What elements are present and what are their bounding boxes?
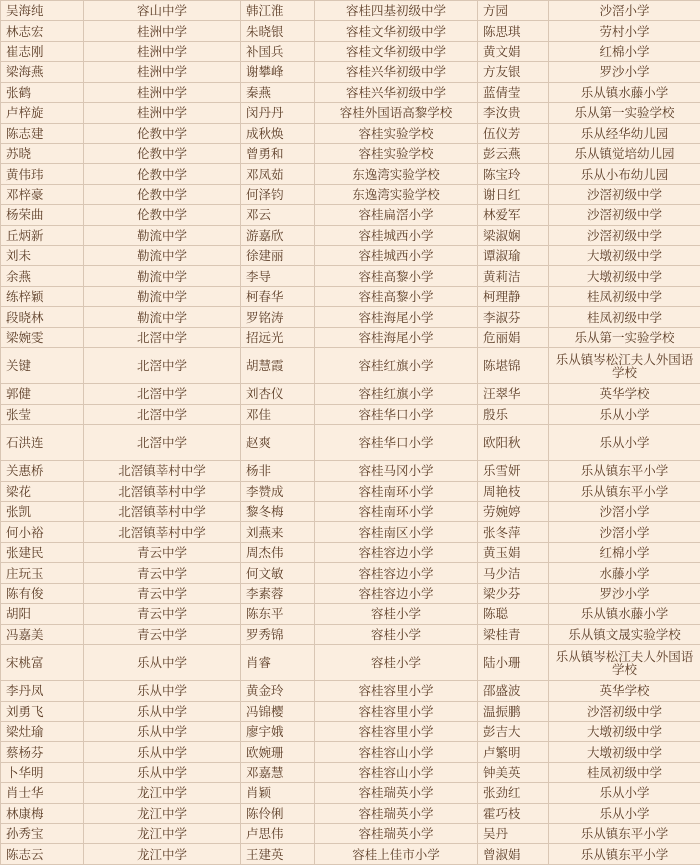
- school-name-cell: 大墩初级中学: [549, 246, 700, 266]
- school-name-cell: 容桂南环小学: [315, 502, 478, 522]
- teacher-name-cell: 陈堪锦: [478, 348, 549, 384]
- school-name-cell: 容桂城西小学: [315, 225, 478, 245]
- school-name-cell: 容桂小学: [315, 624, 478, 644]
- school-name-cell: 英华学校: [549, 384, 700, 404]
- teacher-name-cell: 邓嘉慧: [241, 762, 315, 782]
- teacher-name-cell: 林志宏: [1, 21, 84, 41]
- teacher-name-cell: 罗铭涛: [241, 307, 315, 327]
- table-row: [1, 384, 700, 404]
- teacher-name-cell: 邵盛波: [478, 681, 549, 701]
- school-name-cell: 青云中学: [84, 604, 241, 624]
- teacher-name-cell: 梁海燕: [1, 62, 84, 82]
- school-name-cell: 容桂红旗小学: [315, 348, 478, 384]
- school-name-cell: 容桂实验学校: [315, 143, 478, 163]
- teacher-name-cell: 何小裕: [1, 522, 84, 542]
- school-name-cell: 乐从镇水藤小学: [549, 82, 700, 102]
- school-name-cell: 乐从小布幼儿园: [549, 164, 700, 184]
- teacher-name-cell: 梁婉雯: [1, 327, 84, 347]
- teacher-name-cell: 肖颖: [241, 783, 315, 803]
- teacher-name-cell: 方园: [478, 1, 549, 21]
- teacher-name-cell: 刘勇飞: [1, 701, 84, 721]
- teacher-name-cell: 梁桂青: [478, 624, 549, 644]
- school-name-cell: 伦教中学: [84, 164, 241, 184]
- school-name-cell: 容桂小学: [315, 604, 478, 624]
- table-row: [1, 542, 700, 562]
- school-name-cell: 桂凤初级中学: [549, 762, 700, 782]
- teacher-name-cell: 陈思琪: [478, 21, 549, 41]
- teacher-name-cell: 曾勇和: [241, 143, 315, 163]
- school-name-cell: 桂凤初级中学: [549, 307, 700, 327]
- school-name-cell: 水藤小学: [549, 563, 700, 583]
- school-name-cell: 容桂容边小学: [315, 583, 478, 603]
- teacher-name-cell: 谢攀峰: [241, 62, 315, 82]
- school-name-cell: 伦教中学: [84, 205, 241, 225]
- school-name-cell: 北滘镇莘村中学: [84, 481, 241, 501]
- teacher-name-cell: 汪翠华: [478, 384, 549, 404]
- school-name-cell: 沙滘小学: [549, 502, 700, 522]
- table-row: [1, 721, 700, 741]
- teacher-name-cell: 邓佳: [241, 404, 315, 424]
- table-row: [1, 583, 700, 603]
- teacher-name-cell: 赵爽: [241, 425, 315, 461]
- teacher-name-cell: 卜华明: [1, 762, 84, 782]
- school-name-cell: 龙江中学: [84, 844, 241, 865]
- school-name-cell: 北滘镇莘村中学: [84, 502, 241, 522]
- teacher-name-cell: 段晓林: [1, 307, 84, 327]
- teacher-name-cell: 郭健: [1, 384, 84, 404]
- school-name-cell: 龙江中学: [84, 783, 241, 803]
- school-name-cell: 容桂容山小学: [315, 762, 478, 782]
- school-name-cell: 容桂扁滘小学: [315, 205, 478, 225]
- table-body: [1, 1, 700, 865]
- school-name-cell: 东逸湾实验学校: [315, 164, 478, 184]
- school-name-cell: 容桂小学: [315, 645, 478, 681]
- teacher-name-cell: 陈宝玲: [478, 164, 549, 184]
- school-name-cell: 勒流中学: [84, 266, 241, 286]
- school-name-cell: 大墩初级中学: [549, 266, 700, 286]
- teacher-name-cell: 何泽钧: [241, 184, 315, 204]
- teacher-name-cell: 练梓颖: [1, 286, 84, 306]
- teacher-name-cell: 蓝倩莹: [478, 82, 549, 102]
- teacher-name-cell: 梁灶瑜: [1, 721, 84, 741]
- teacher-name-cell: 黄金玲: [241, 681, 315, 701]
- school-name-cell: 容桂容山小学: [315, 742, 478, 762]
- school-name-cell: 英华学校: [549, 681, 700, 701]
- teacher-name-cell: 肖睿: [241, 645, 315, 681]
- school-name-cell: 伦教中学: [84, 143, 241, 163]
- teacher-name-cell: 秦燕: [241, 82, 315, 102]
- school-name-cell: 沙滘初级中学: [549, 701, 700, 721]
- teacher-name-cell: 朱晓银: [241, 21, 315, 41]
- teacher-name-cell: 余燕: [1, 266, 84, 286]
- teacher-name-cell: 陈有俊: [1, 583, 84, 603]
- school-name-cell: 容桂城西小学: [315, 246, 478, 266]
- school-name-cell: 乐从中学: [84, 645, 241, 681]
- table-row: [1, 82, 700, 102]
- teacher-name-cell: 成秋焕: [241, 123, 315, 143]
- teacher-name-cell: 马少洁: [478, 563, 549, 583]
- school-name-cell: 青云中学: [84, 542, 241, 562]
- school-name-cell: 伦教中学: [84, 184, 241, 204]
- teacher-name-cell: 陆小珊: [478, 645, 549, 681]
- teacher-name-cell: 何文敏: [241, 563, 315, 583]
- teacher-name-cell: 卢思伟: [241, 824, 315, 844]
- teacher-name-cell: 钟美英: [478, 762, 549, 782]
- table-row: [1, 681, 700, 701]
- table-row: [1, 502, 700, 522]
- teacher-name-cell: 陈志建: [1, 123, 84, 143]
- school-name-cell: 容桂文华初级中学: [315, 21, 478, 41]
- table-row: [1, 762, 700, 782]
- school-name-cell: 容桂容边小学: [315, 563, 478, 583]
- table-row: [1, 461, 700, 481]
- school-name-cell: 乐从镇东平小学: [549, 824, 700, 844]
- school-name-cell: 乐从镇东平小学: [549, 461, 700, 481]
- school-name-cell: 乐从镇觉培幼儿园: [549, 143, 700, 163]
- table-row: [1, 645, 700, 681]
- school-name-cell: 北滘中学: [84, 327, 241, 347]
- teacher-name-cell: 石洪连: [1, 425, 84, 461]
- school-name-cell: 龙江中学: [84, 803, 241, 823]
- teacher-name-cell: 危丽娟: [478, 327, 549, 347]
- teacher-name-cell: 李导: [241, 266, 315, 286]
- teacher-name-cell: 梁淑娴: [478, 225, 549, 245]
- teacher-name-cell: 卢繁明: [478, 742, 549, 762]
- teacher-name-cell: 黄莉洁: [478, 266, 549, 286]
- school-name-cell: 桂凤初级中学: [549, 286, 700, 306]
- table-row: [1, 103, 700, 123]
- teacher-name-cell: 韩江淮: [241, 1, 315, 21]
- table-row: [1, 143, 700, 163]
- teacher-name-cell: 伍仪芳: [478, 123, 549, 143]
- teacher-name-cell: 欧婉珊: [241, 742, 315, 762]
- teacher-name-cell: 周杰伟: [241, 542, 315, 562]
- teacher-name-cell: 林康梅: [1, 803, 84, 823]
- school-name-cell: 容山中学: [84, 1, 241, 21]
- school-name-cell: 容桂实验学校: [315, 123, 478, 143]
- table-row: [1, 205, 700, 225]
- school-name-cell: 勒流中学: [84, 225, 241, 245]
- teacher-name-cell: 谢日红: [478, 184, 549, 204]
- school-name-cell: 沙滘小学: [549, 1, 700, 21]
- school-name-cell: 北滘中学: [84, 404, 241, 424]
- school-name-cell: 伦教中学: [84, 123, 241, 143]
- school-name-cell: 沙滘初级中学: [549, 225, 700, 245]
- teacher-name-cell: 吴海纯: [1, 1, 84, 21]
- teacher-name-cell: 庄玩玉: [1, 563, 84, 583]
- school-name-cell: 容桂华口小学: [315, 425, 478, 461]
- teacher-name-cell: 张凯: [1, 502, 84, 522]
- teacher-name-cell: 王建英: [241, 844, 315, 865]
- table-row: [1, 307, 700, 327]
- teacher-name-cell: 杨非: [241, 461, 315, 481]
- table-row: [1, 286, 700, 306]
- teacher-name-cell: 方友银: [478, 62, 549, 82]
- teacher-name-cell: 杨荣曲: [1, 205, 84, 225]
- school-name-cell: 红棉小学: [549, 542, 700, 562]
- teacher-name-cell: 吴丹: [478, 824, 549, 844]
- school-name-cell: 容桂容里小学: [315, 701, 478, 721]
- school-name-cell: 东逸湾实验学校: [315, 184, 478, 204]
- teacher-name-cell: 苏晓: [1, 143, 84, 163]
- teacher-name-cell: 曾淑娟: [478, 844, 549, 865]
- school-name-cell: 容桂瑞英小学: [315, 824, 478, 844]
- school-name-cell: 乐从镇岑松江夫人外国语学校: [549, 645, 700, 681]
- table-row: [1, 327, 700, 347]
- teacher-name-cell: 崔志刚: [1, 41, 84, 61]
- school-name-cell: 青云中学: [84, 583, 241, 603]
- school-name-cell: 乐从中学: [84, 701, 241, 721]
- teacher-name-cell: 陈志云: [1, 844, 84, 865]
- school-name-cell: 沙滘初级中学: [549, 205, 700, 225]
- table-row: [1, 803, 700, 823]
- teacher-name-cell: 张建民: [1, 542, 84, 562]
- teacher-name-cell: 李淑芬: [478, 307, 549, 327]
- teacher-name-cell: 孙秀宝: [1, 824, 84, 844]
- school-name-cell: 青云中学: [84, 624, 241, 644]
- school-name-cell: 容桂南环小学: [315, 481, 478, 501]
- school-name-cell: 容桂容里小学: [315, 721, 478, 741]
- school-name-cell: 乐从中学: [84, 762, 241, 782]
- school-name-cell: 容桂容边小学: [315, 542, 478, 562]
- teacher-name-cell: 陈伶俐: [241, 803, 315, 823]
- table-row: [1, 824, 700, 844]
- table-row: [1, 604, 700, 624]
- school-name-cell: 容桂兴华初级中学: [315, 82, 478, 102]
- school-name-cell: 容桂瑞英小学: [315, 783, 478, 803]
- table-row: [1, 164, 700, 184]
- teacher-name-cell: 张鹤: [1, 82, 84, 102]
- table-row: [1, 1, 700, 21]
- school-name-cell: 乐从镇岑松江夫人外国语学校: [549, 348, 700, 384]
- teacher-name-cell: 邓梓豪: [1, 184, 84, 204]
- teacher-name-cell: 梁花: [1, 481, 84, 501]
- school-name-cell: 北滘中学: [84, 384, 241, 404]
- teacher-name-cell: 张莹: [1, 404, 84, 424]
- teacher-name-cell: 陈东平: [241, 604, 315, 624]
- teacher-name-cell: 补国兵: [241, 41, 315, 61]
- school-name-cell: 乐从中学: [84, 681, 241, 701]
- teacher-name-cell: 彭吉大: [478, 721, 549, 741]
- school-name-cell: 龙江中学: [84, 824, 241, 844]
- school-name-cell: 乐从镇文晟实验学校: [549, 624, 700, 644]
- table-row: [1, 701, 700, 721]
- school-name-cell: 乐从小学: [549, 404, 700, 424]
- school-name-cell: 大墩初级中学: [549, 742, 700, 762]
- table-row: [1, 123, 700, 143]
- teacher-name-cell: 黄伟玮: [1, 164, 84, 184]
- school-name-cell: 容桂外国语高黎学校: [315, 103, 478, 123]
- teacher-name-cell: 陈聪: [478, 604, 549, 624]
- teacher-name-cell: 李赞成: [241, 481, 315, 501]
- school-name-cell: 沙滘小学: [549, 522, 700, 542]
- table-row: [1, 481, 700, 501]
- school-name-cell: 容桂上佳市小学: [315, 844, 478, 865]
- school-name-cell: 北滘中学: [84, 348, 241, 384]
- school-name-cell: 勒流中学: [84, 246, 241, 266]
- teacher-name-cell: 殷乐: [478, 404, 549, 424]
- teacher-name-cell: 李素蓉: [241, 583, 315, 603]
- teacher-name-cell: 丘炳新: [1, 225, 84, 245]
- teacher-name-cell: 胡阳: [1, 604, 84, 624]
- teacher-name-cell: 蔡杨芬: [1, 742, 84, 762]
- school-name-cell: 乐从镇水藤小学: [549, 604, 700, 624]
- school-name-cell: 容桂文华初级中学: [315, 41, 478, 61]
- teacher-name-cell: 闵丹丹: [241, 103, 315, 123]
- school-name-cell: 乐从第一实验学校: [549, 103, 700, 123]
- school-name-cell: 桂洲中学: [84, 21, 241, 41]
- teacher-name-cell: 廖宇娥: [241, 721, 315, 741]
- table-row: [1, 348, 700, 384]
- table-row: [1, 41, 700, 61]
- school-name-cell: 容桂容里小学: [315, 681, 478, 701]
- table-row: [1, 844, 700, 865]
- table-row: [1, 225, 700, 245]
- teacher-name-cell: 冯嘉美: [1, 624, 84, 644]
- teacher-name-cell: 彭云燕: [478, 143, 549, 163]
- school-name-cell: 乐从第一实验学校: [549, 327, 700, 347]
- school-name-cell: 罗沙小学: [549, 583, 700, 603]
- school-name-cell: 劳村小学: [549, 21, 700, 41]
- school-name-cell: 容桂华口小学: [315, 404, 478, 424]
- teacher-name-cell: 张冬萍: [478, 522, 549, 542]
- teacher-name-cell: 胡慧霞: [241, 348, 315, 384]
- school-name-cell: 桂洲中学: [84, 41, 241, 61]
- teacher-name-cell: 乐雪妍: [478, 461, 549, 481]
- table-row: [1, 522, 700, 542]
- teacher-name-cell: 刘未: [1, 246, 84, 266]
- teacher-name-cell: 冯锦樱: [241, 701, 315, 721]
- school-name-cell: 容桂红旗小学: [315, 384, 478, 404]
- teacher-name-cell: 罗秀锦: [241, 624, 315, 644]
- school-name-cell: 青云中学: [84, 563, 241, 583]
- teacher-name-cell: 张劲红: [478, 783, 549, 803]
- school-name-cell: 乐从小学: [549, 803, 700, 823]
- teacher-name-cell: 柯春华: [241, 286, 315, 306]
- school-name-cell: 容桂兴华初级中学: [315, 62, 478, 82]
- school-name-cell: 容桂海尾小学: [315, 307, 478, 327]
- teacher-name-cell: 卢梓旋: [1, 103, 84, 123]
- teacher-name-cell: 黎冬梅: [241, 502, 315, 522]
- school-name-cell: 容桂高黎小学: [315, 286, 478, 306]
- school-name-cell: 大墩初级中学: [549, 721, 700, 741]
- school-name-cell: 北滘中学: [84, 425, 241, 461]
- school-name-cell: 乐从经华幼儿园: [549, 123, 700, 143]
- teacher-name-cell: 宋桃富: [1, 645, 84, 681]
- teacher-name-cell: 李丹凤: [1, 681, 84, 701]
- teacher-name-cell: 梁少芬: [478, 583, 549, 603]
- teacher-name-cell: 关惠桥: [1, 461, 84, 481]
- teacher-name-cell: 林爱军: [478, 205, 549, 225]
- school-name-cell: 桂洲中学: [84, 82, 241, 102]
- table-row: [1, 246, 700, 266]
- teacher-name-cell: 徐建丽: [241, 246, 315, 266]
- teacher-name-cell: 黄文娟: [478, 41, 549, 61]
- school-name-cell: 容桂海尾小学: [315, 327, 478, 347]
- school-name-cell: 北滘镇莘村中学: [84, 461, 241, 481]
- teacher-name-cell: 黄玉娟: [478, 542, 549, 562]
- teacher-name-cell: 招远光: [241, 327, 315, 347]
- teacher-name-cell: 刘杏仪: [241, 384, 315, 404]
- teacher-name-cell: 邓云: [241, 205, 315, 225]
- table-row: [1, 404, 700, 424]
- school-name-cell: 勒流中学: [84, 307, 241, 327]
- teacher-name-cell: 李汝贵: [478, 103, 549, 123]
- school-name-cell: 容桂四基初级中学: [315, 1, 478, 21]
- teacher-name-cell: 邓凤茹: [241, 164, 315, 184]
- teacher-name-cell: 霍巧枝: [478, 803, 549, 823]
- school-name-cell: 容桂马冈小学: [315, 461, 478, 481]
- school-name-cell: 沙滘初级中学: [549, 184, 700, 204]
- teacher-name-cell: 温振鹏: [478, 701, 549, 721]
- school-name-cell: 容桂瑞英小学: [315, 803, 478, 823]
- teacher-name-cell: 欧阳秋: [478, 425, 549, 461]
- table-row: [1, 742, 700, 762]
- school-name-cell: 桂洲中学: [84, 103, 241, 123]
- teacher-name-cell: 游嘉欣: [241, 225, 315, 245]
- teacher-name-cell: 关键: [1, 348, 84, 384]
- teacher-name-cell: 刘燕来: [241, 522, 315, 542]
- school-name-cell: 乐从镇东平小学: [549, 481, 700, 501]
- school-name-cell: 罗沙小学: [549, 62, 700, 82]
- school-name-cell: 容桂高黎小学: [315, 266, 478, 286]
- teacher-name-cell: 劳婉婷: [478, 502, 549, 522]
- school-name-cell: 红棉小学: [549, 41, 700, 61]
- teacher-name-cell: 肖士华: [1, 783, 84, 803]
- school-name-cell: 乐从镇东平小学: [549, 844, 700, 865]
- table-row: [1, 624, 700, 644]
- table-row: [1, 184, 700, 204]
- school-name-cell: 北滘镇莘村中学: [84, 522, 241, 542]
- school-name-cell: 桂洲中学: [84, 62, 241, 82]
- table-row: [1, 21, 700, 41]
- school-name-cell: 勒流中学: [84, 286, 241, 306]
- school-name-cell: 乐从小学: [549, 783, 700, 803]
- school-name-cell: 容桂南区小学: [315, 522, 478, 542]
- table-row: [1, 783, 700, 803]
- table-row: [1, 266, 700, 286]
- teacher-name-cell: 谭淑瑜: [478, 246, 549, 266]
- school-name-cell: 乐从小学: [549, 425, 700, 461]
- table-row: [1, 62, 700, 82]
- table-row: [1, 425, 700, 461]
- school-name-cell: 乐从中学: [84, 742, 241, 762]
- school-name-cell: 乐从中学: [84, 721, 241, 741]
- teacher-name-cell: 周艳枝: [478, 481, 549, 501]
- table-row: [1, 563, 700, 583]
- teacher-name-cell: 柯理静: [478, 286, 549, 306]
